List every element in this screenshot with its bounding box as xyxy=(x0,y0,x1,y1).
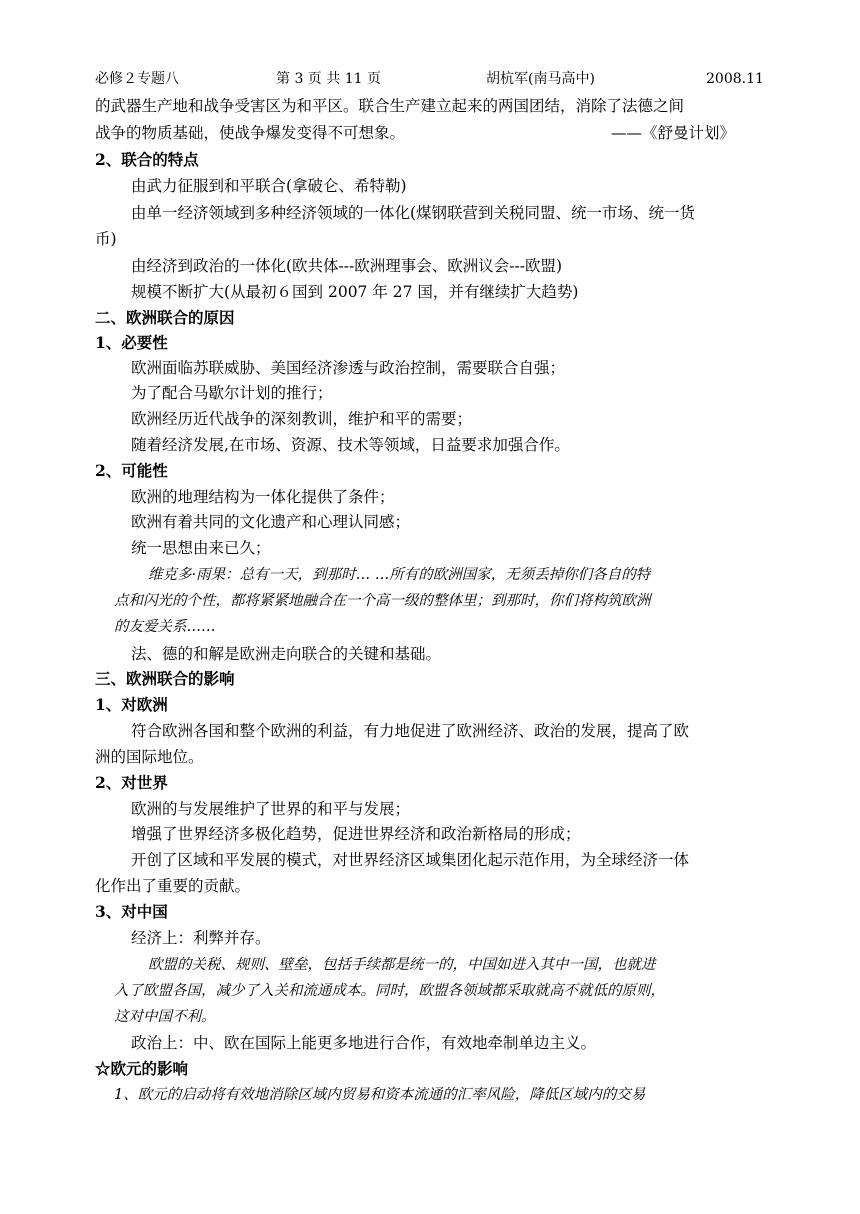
text-line: 战争的物质基础，使战争爆发变得不可想象。 xyxy=(95,124,406,142)
text-line: 经济上：利弊并存。 xyxy=(131,929,271,947)
quote-line: 入了欧盟各国，减少了入关和流通成本。同时，欧盟各领域都采取就高不就低的原则， xyxy=(114,983,665,999)
quote-line: 这对中国不利。 xyxy=(114,1009,216,1025)
text-line: 符合欧洲各国和整个欧洲的利益，有力地促进了欧洲经济、政治的发展，提高了欧 xyxy=(131,722,690,740)
header-page-number: 第 3 页 共 11 页 xyxy=(276,71,381,87)
subheading: 2、可能性 xyxy=(95,461,168,480)
section-heading: ☆欧元的影响 xyxy=(95,1059,189,1078)
subheading: 2、对世界 xyxy=(95,773,168,792)
quote-line: 的友爱关系…… xyxy=(114,619,216,635)
text-line: 洲的国际地位。 xyxy=(95,748,204,766)
text-line: 由经济到政治的一体化(欧共体---欧洲理事会、欧洲议会---欧盟) xyxy=(131,257,563,275)
text-line: 的武器生产地和战争受害区为和平区。联合生产建立起来的两国团结，消除了法德之间 xyxy=(95,97,685,115)
text-line: 规模不断扩大(从最初６国到 2007 年 27 国，并有继续扩大趋势) xyxy=(131,283,579,301)
quote-line: 维克多·雨果：总有一天，到那时… …所有的欧洲国家，无须丢掉你们各自的特 xyxy=(148,567,651,583)
subheading: 3、对中国 xyxy=(95,902,168,921)
text-line: 为了配合马歇尔计划的推行； xyxy=(131,384,333,402)
header-date: 2008.11 xyxy=(706,71,764,87)
quote-line: 点和闪光的个性，都将紧紧地融合在一个高一级的整体里；到那时，你们将构筑欧洲 xyxy=(114,593,651,609)
subheading: 2、联合的特点 xyxy=(95,150,199,169)
text-line: 由单一经济领域到多种经济领域的一体化(煤钢联营到关税同盟、统一市场、统一货 xyxy=(131,204,696,222)
text-line: 法、德的和解是欧洲走向联合的关键和基础。 xyxy=(131,645,442,663)
text-line: 开创了区域和平发展的模式，对世界经济区域集团化起示范作用，为全球经济一体 xyxy=(131,851,690,869)
quote-line: 1、欧元的启动将有效地消除区域内贸易和资本流通的汇率风险，降低区域内的交易 xyxy=(114,1087,646,1103)
subheading: 1、必要性 xyxy=(95,333,168,352)
text-line: 欧洲的地理结构为一体化提供了条件； xyxy=(131,488,395,506)
text-line: 统一思想由来已久； xyxy=(131,539,271,557)
quote-source: ——《舒曼计划》 xyxy=(611,124,736,142)
header-author: 胡杭军(南马高中) xyxy=(486,71,595,87)
text-line: 化作出了重要的贡献。 xyxy=(95,877,251,895)
text-line: 欧洲的与发展维护了世界的和平与发展； xyxy=(131,800,411,818)
text-line: 欧洲经历近代战争的深刻教训，维护和平的需要； xyxy=(131,410,473,428)
section-heading: 二、欧洲联合的原因 xyxy=(95,308,235,327)
text-line: 随着经济发展,在市场、资源、技术等领域，日益要求加强合作。 xyxy=(131,436,570,454)
text-line: 由武力征服到和平联合(拿破仑、希特勒) xyxy=(131,177,407,195)
text-line: 增强了世界经济多极化趋势，促进世界经济和政治新格局的形成； xyxy=(131,825,581,843)
text-line: 币) xyxy=(95,230,117,248)
header-course: 必修２专题八 xyxy=(95,71,179,87)
text-line: 欧洲面临苏联威胁、美国经济渗透与政治控制，需要联合自强； xyxy=(131,359,566,377)
text-line: 欧洲有着共同的文化遗产和心理认同感； xyxy=(131,513,411,531)
subheading: 1、对欧洲 xyxy=(95,695,168,714)
quote-line: 欧盟的关税、规则、壁垒，包括手续都是统一的，中国如进入其中一国，也就进 xyxy=(148,957,656,973)
section-heading: 三、欧洲联合的影响 xyxy=(95,669,235,688)
text-line: 政治上：中、欧在国际上能更多地进行合作，有效地牵制单边主义。 xyxy=(131,1034,597,1052)
